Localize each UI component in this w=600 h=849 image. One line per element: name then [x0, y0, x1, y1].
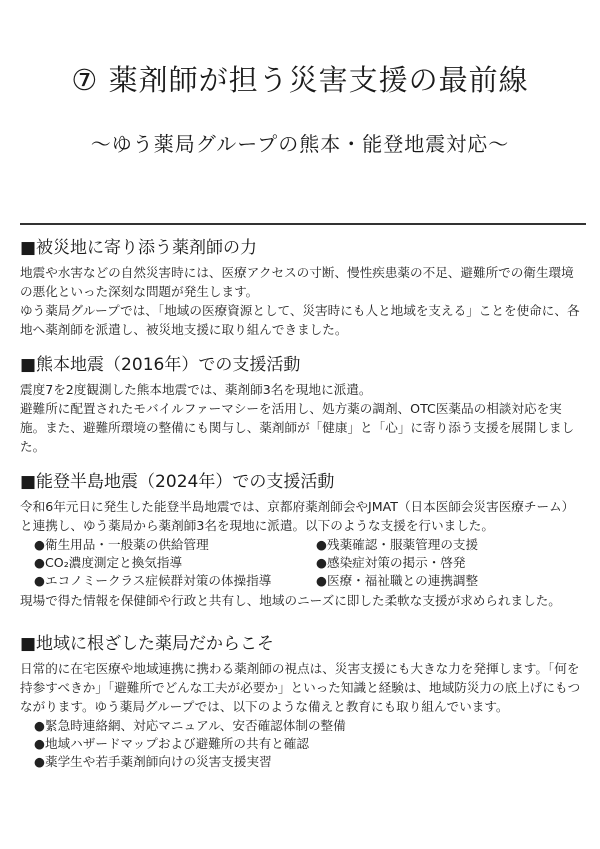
list-item: ●エコノミークラス症候群対策の体操指導: [34, 573, 272, 588]
bullet-list: [34, 717, 586, 771]
list-item: ●衛生用品・一般薬の供給管理: [34, 537, 209, 552]
section-noto: [20, 470, 586, 610]
section-paragraph: 避難所に配置されたモバイルファーマシーを活用し、処方薬の調剤、OTC医薬品の相談対応を実施。また、避難所環境の整備にも関与し、薬剤師が「健康」と「心」に寄り添う支援を展開しました。: [20, 401, 575, 454]
section-heading: ■被災地に寄り添う薬剤師の力: [20, 238, 258, 258]
list-item: ●緊急時連絡網、対応マニュアル、安否確認体制の整備: [34, 718, 346, 733]
list-item: ●CO₂濃度測定と換気指導: [34, 555, 183, 570]
page-title: ⑦ 薬剤師が担う災害支援の最前線: [71, 63, 529, 97]
list-item: ●残薬確認・服薬管理の支援: [316, 537, 479, 552]
list-item: ●医療・福祉職との連携調整: [316, 573, 479, 588]
section-disaster-support: [20, 236, 586, 339]
section-heading: ■熊本地震（2016年）での支援活動: [20, 355, 301, 375]
section-community-pharmacy: [20, 632, 586, 771]
list-item: ●薬学生や若手薬剤師向けの災害支援実習: [34, 754, 272, 769]
section-paragraph: 震度7を2度観測した熊本地震では、薬剤師3名を現地に派遣。: [20, 382, 372, 397]
section-heading: ■能登半島地震（2024年）での支援活動: [20, 472, 335, 492]
list-item: ●感染症対策の掲示・啓発: [316, 555, 466, 570]
article-body: [20, 236, 586, 771]
section-kumamoto: [20, 353, 586, 456]
page-subtitle: 〜ゆう薬局グループの熊本・能登地震対応〜: [90, 132, 510, 156]
section-paragraph: 地震や水害などの自然災害時には、医療アクセスの寸断、慢性疾患薬の不足、避難所での衛生環境の悪化といった深刻な問題が発生します。: [20, 265, 574, 299]
bullet-list: [34, 536, 586, 590]
section-intro: 日常的に在宅医療や地域連携に携わる薬剤師の視点は、災害支援にも大きな力を発揮します。「何を持参すべきか」「避難所でどんな工夫が必要か」といった知識と経験は、地域防災力の底上げにもつながります。ゆう薬局グループでは、以下のような備えと教育にも取り組んでいます。: [20, 661, 581, 714]
section-heading: ■地域に根ざした薬局だからこそ: [20, 634, 275, 654]
section-paragraph: ゆう薬局グループでは、「地域の医療資源として、災害時にも人と地域を支える」ことを使命に、各地へ薬剤師を派遣し、被災地支援に取り組んできました。: [20, 303, 580, 337]
section-intro: 令和6年元日に発生した能登半島地震では、京都府薬剤師会やJMAT（日本医師会災害医療チーム）と連携し、ゆう薬局から薬剤師3名を現地に派遣。以下のような支援を行いました。: [20, 499, 575, 533]
section-outro: 現場で得た情報を保健師や行政と共有し、地域のニーズに即した柔軟な支援が求められました。: [20, 593, 561, 608]
list-item: ●地域ハザードマップおよび避難所の共有と確認: [34, 736, 309, 751]
header-divider: [20, 223, 586, 225]
